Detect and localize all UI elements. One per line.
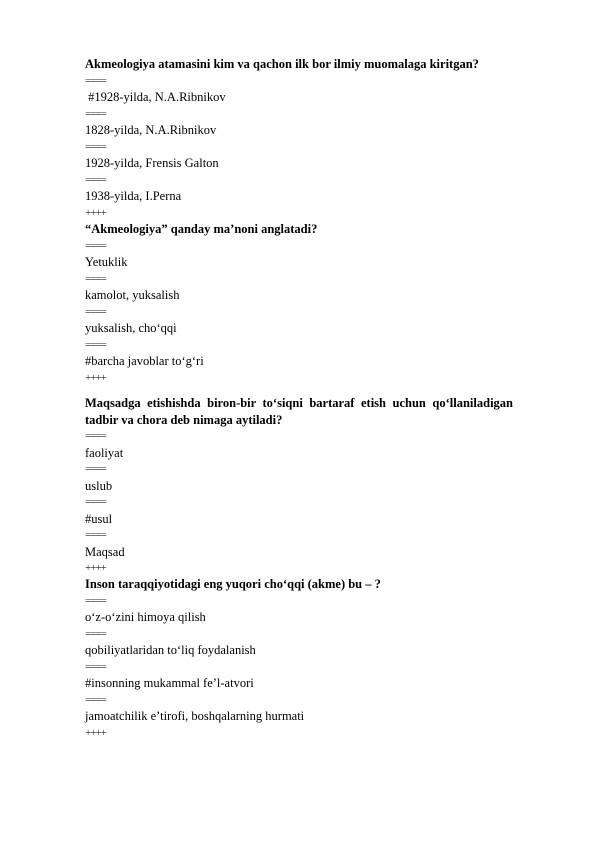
question-block-4: [85, 576, 513, 741]
answer-option: Maqsad: [85, 544, 125, 559]
answer-option: 1828-yilda, N.A.Ribnikov: [85, 123, 217, 137]
answer-separator: ====: [85, 272, 106, 285]
question-text: Maqsadga etishishda biron-bir to‘siqni bartaraf etish uchun qo‘llaniladigan tadbir va chora deb nimaga aytiladi?: [85, 396, 513, 427]
answer-option: yuksalish, cho‘qqi: [85, 321, 177, 335]
answer-separator: ====: [85, 430, 106, 442]
question-text: Inson taraqqiyotidagi eng yuqori cho‘qqi (akme) bu – ?: [85, 577, 381, 591]
answer-separator: ====: [85, 338, 106, 351]
answer-separator: ====: [85, 239, 106, 252]
answer-separator: ====: [85, 627, 106, 640]
answer-separator: ====: [85, 107, 106, 120]
answer-separator: ====: [85, 140, 106, 153]
answer-option: #barcha javoblar to‘g‘ri: [85, 354, 204, 368]
end-separator: ++++: [85, 206, 106, 219]
answer-separator: ====: [85, 693, 106, 706]
question-block-3: [85, 395, 513, 577]
question-block-2: [85, 221, 513, 386]
answer-option: kamolot, yuksalish: [85, 288, 180, 302]
question-text: Akmeologiya atamasini kim va qachon ilk bor ilmiy muomalaga kiritgan?: [85, 57, 479, 71]
end-separator: ++++: [85, 562, 106, 574]
answer-option: jamoatchilik e’tirofi, boshqalarning hurmati: [85, 709, 305, 723]
answer-option: qobiliyatlaridan to‘liq foydalanish: [85, 643, 256, 657]
answer-option: Yetuklik: [85, 255, 128, 269]
end-separator: ++++: [85, 371, 106, 384]
answer-option: faoliyat: [85, 445, 124, 460]
end-separator: ++++: [85, 726, 106, 739]
question-block-1: [85, 56, 513, 221]
answer-option: 1938-yilda, I.Perna: [85, 189, 182, 203]
answer-option: 1928-yilda, Frensis Galton: [85, 156, 219, 170]
answer-separator: ====: [85, 305, 106, 318]
answer-option: uslub: [85, 478, 113, 493]
answer-separator: ====: [85, 74, 106, 87]
answer-option: #insonning mukammal fe’l-atvori: [85, 676, 254, 690]
answer-separator: ====: [85, 463, 106, 475]
answer-separator: ====: [85, 496, 106, 508]
answer-separator: ====: [85, 173, 106, 186]
answer-separator: ====: [85, 529, 106, 541]
question-text: “Akmeologiya” qanday ma’noni anglatadi?: [85, 222, 318, 236]
answer-option: o‘z-o‘zini himoya qilish: [85, 610, 206, 624]
answer-separator: ====: [85, 594, 106, 607]
answer-option: #usul: [85, 511, 113, 526]
answer-option: #1928-yilda, N.A.Ribnikov: [85, 90, 226, 104]
answer-separator: ====: [85, 660, 106, 673]
